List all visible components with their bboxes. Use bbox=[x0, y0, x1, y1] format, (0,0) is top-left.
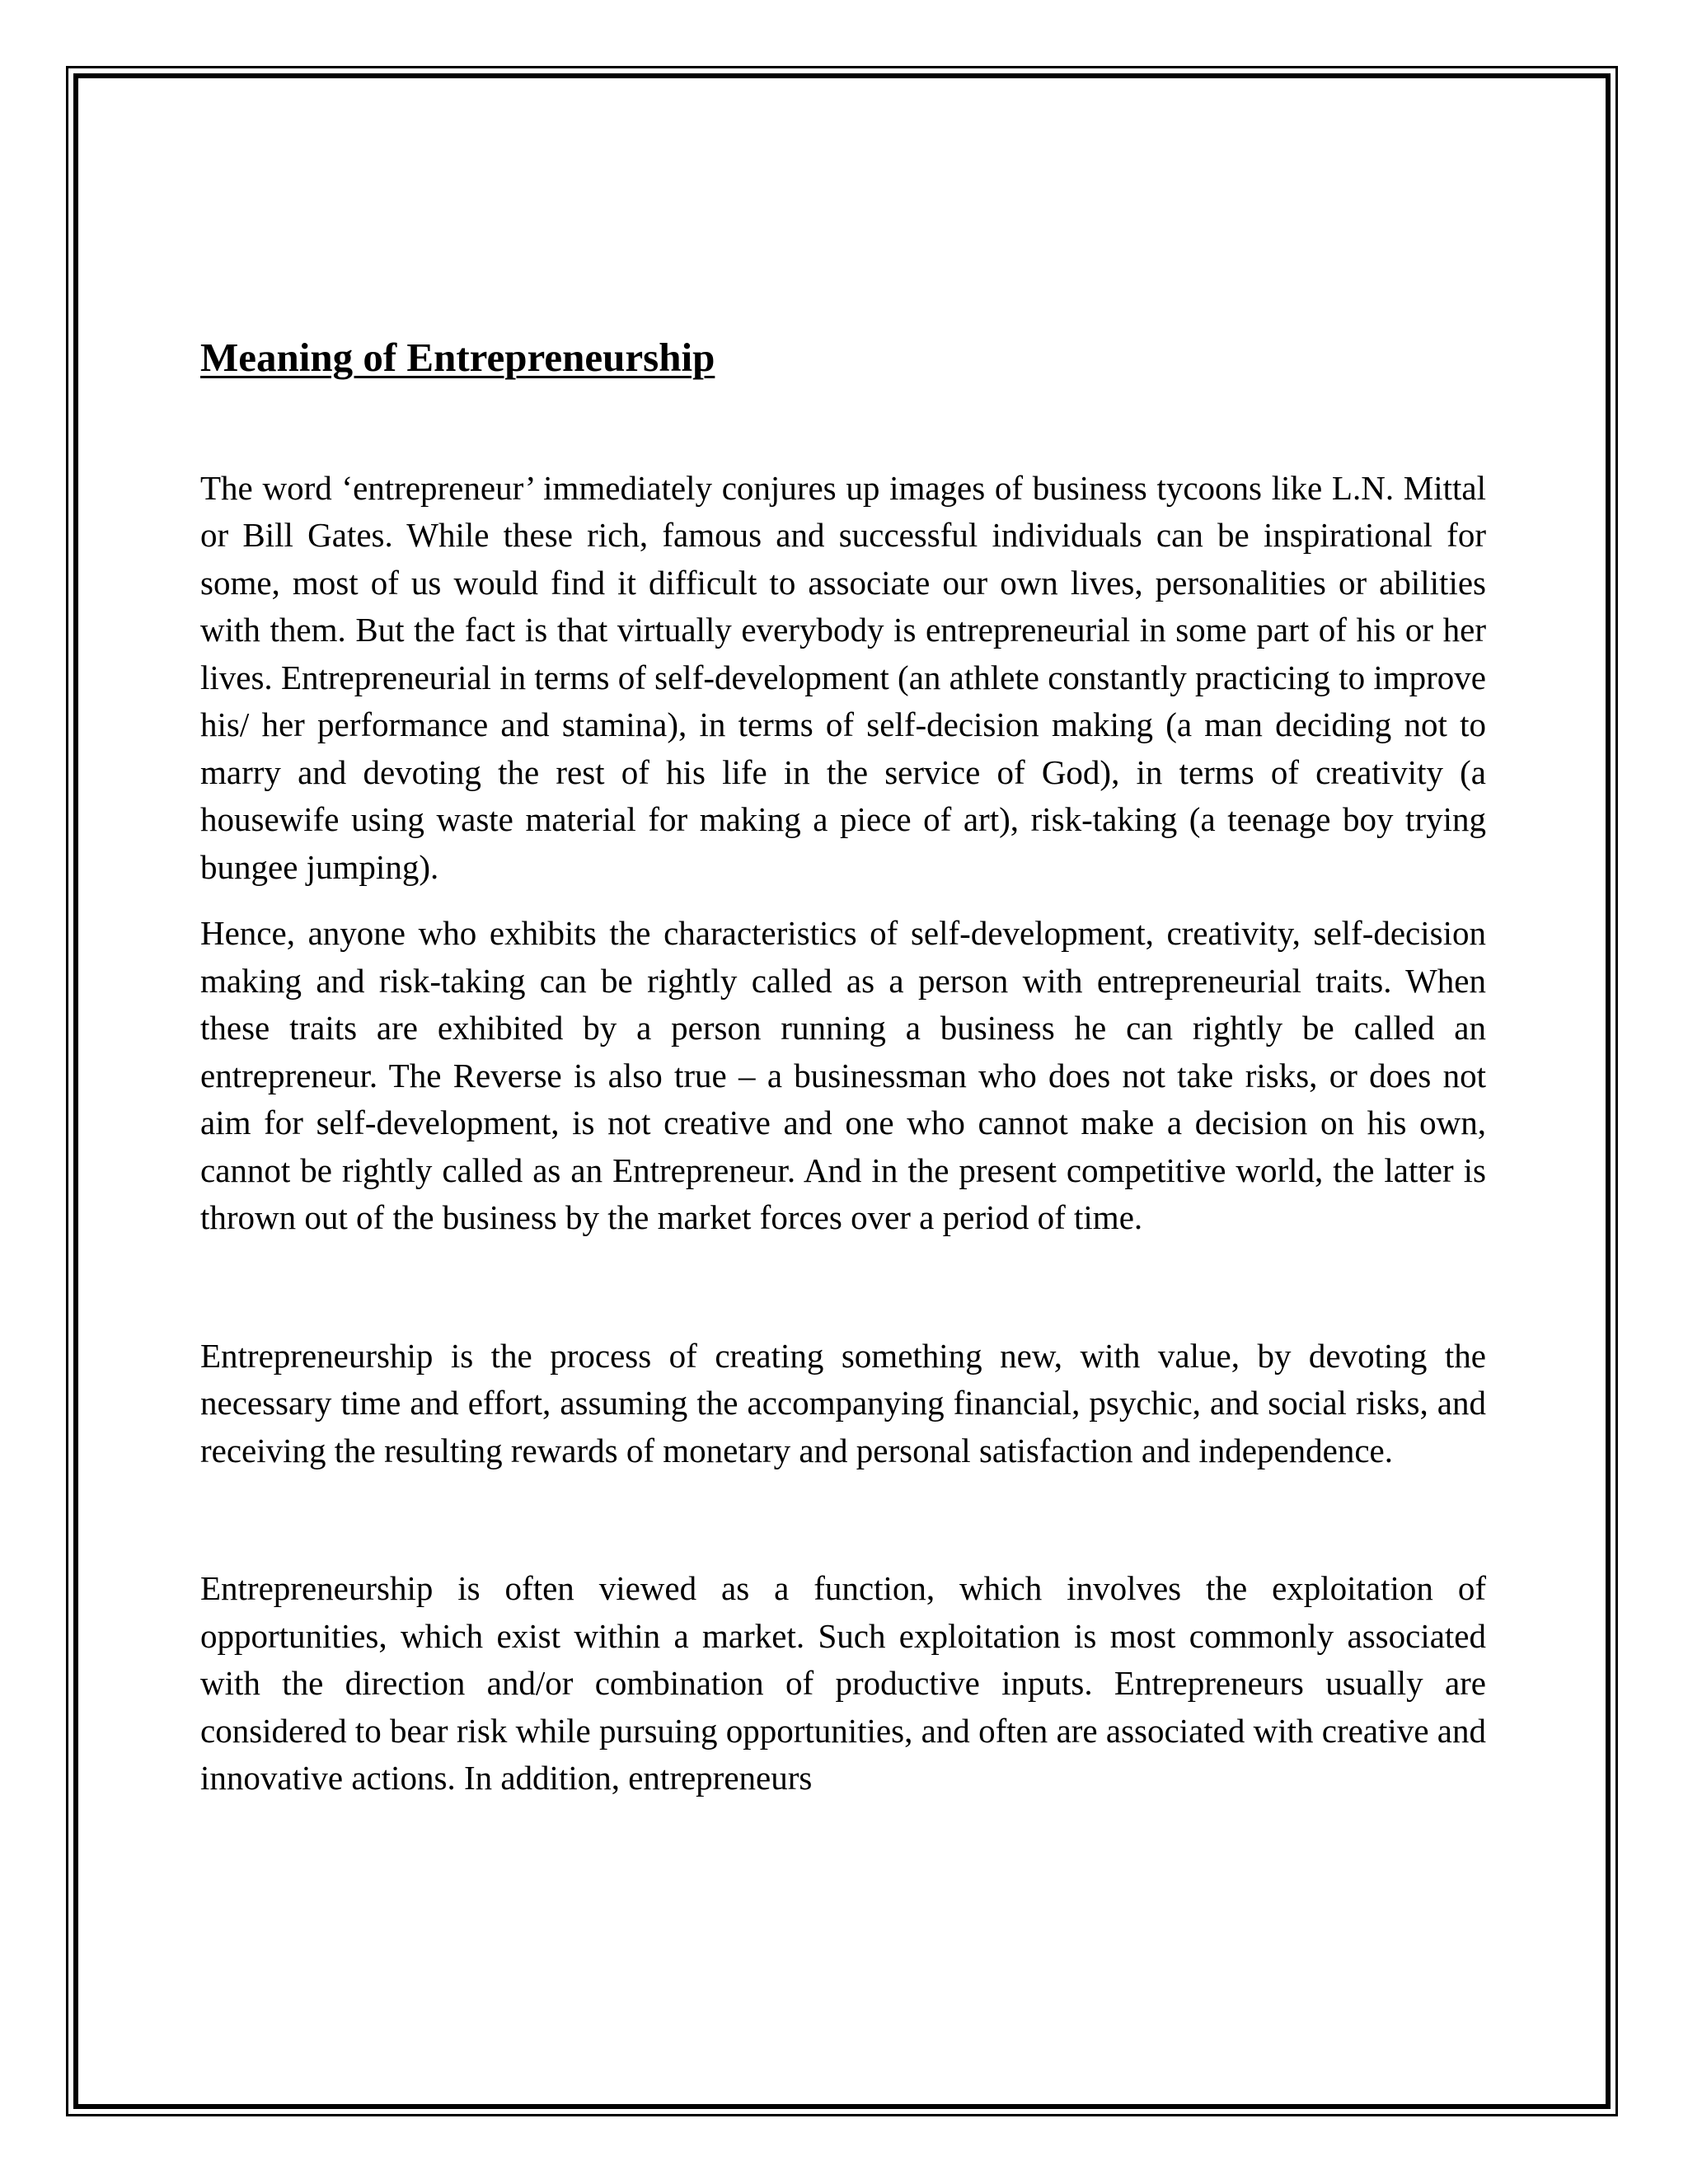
paragraph-3: Entrepreneurship is the process of creating something new, with value, by devoting the necessary time and effort, assuming the accompanying financial, psychic, and social risks, and receiving the resulting rewards of monetary and personal satisfaction and independence. bbox=[200, 1336, 1486, 1469]
document-title: Meaning of Entrepreneurship bbox=[200, 335, 715, 380]
paragraph-4: Entrepreneurship is often viewed as a function, which involves the exploitation of opportunities, which exist within a market. Such exploitation is most commonly associated with the direction and/or combination of productive inputs. Entrepreneurs usually are considered to bear risk while pursuing opportunities, and often are associated with creative and innovative actions. In addition, entrepreneurs bbox=[200, 1569, 1486, 1797]
paragraph-1: The word ‘entrepreneur’ immediately conjures up images of business tycoons like L.N. Mittal or Bill Gates. While these rich, famous and successful individuals can be inspirational for some, most of us would find it difficult to associate our own lives, personalities or abilities with them. But the fact is that virtually everybody is entrepreneurial in some part of his or her lives. Entrepreneurial in terms of self-development (an athlete constantly practicing to improve his/ her performance and stamina), in terms of self-decision making (a man deciding not to marry and devoting the rest of his life in the service of God), in terms of creativity (a housewife using waste material for making a piece of art), risk-taking (a teenage boy trying bungee jumping). bbox=[200, 468, 1486, 886]
paragraph-2: Hence, anyone who exhibits the characteristics of self-development, creativity, self-decision making and risk-taking can be rightly called as a person with entrepreneurial traits. When these traits are exhibited by a person running a business he can rightly be called an entrepreneur. The Reverse is also true – a businessman who does not take risks, or does not aim for self-development, is not creative and one who cannot make a decision on his own, cannot be rightly called as an Entrepreneur. And in the present competitive world, the latter is thrown out of the business by the market forces over a period of time. bbox=[200, 914, 1486, 1237]
document-body bbox=[200, 334, 1486, 1802]
